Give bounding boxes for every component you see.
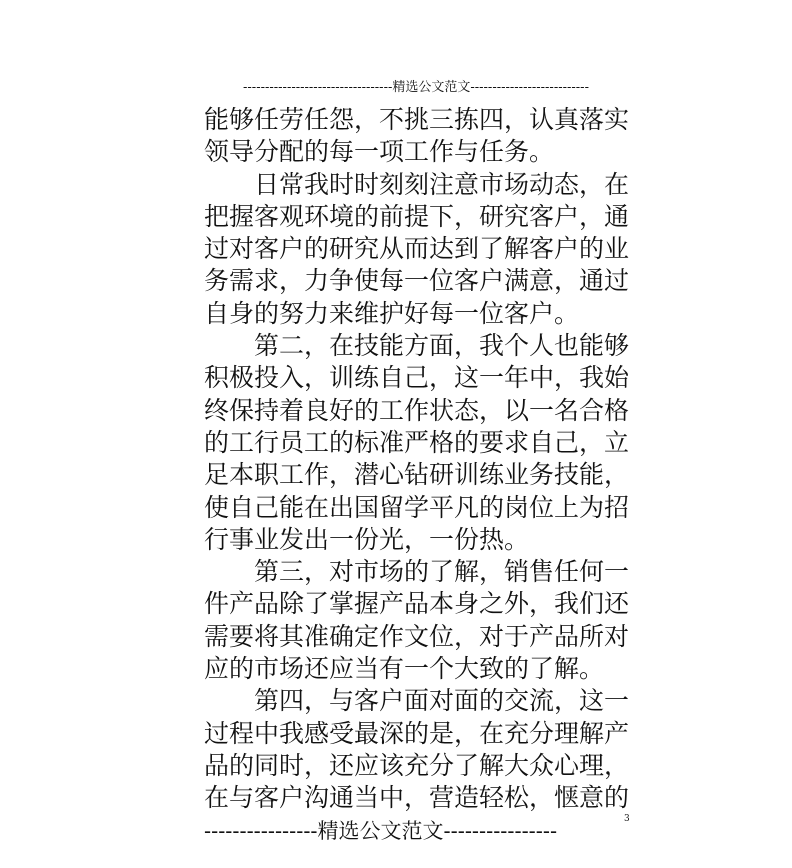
text-line-8: 第二，在技能方面，我个人也能够	[204, 331, 630, 361]
text-line-16: 件产品除了掌握产品本身之外，我们还	[204, 589, 630, 619]
text-line-9: 积极投入，训练自己，这一年中，我始	[204, 363, 630, 393]
text-line-2: 领导分配的每一项工作与任务。	[204, 137, 555, 167]
text-line-6: 务需求，力争使每一位客户满意，通过	[204, 266, 630, 296]
text-line-17: 需要将其准确定作文位，对于产品所对	[204, 621, 630, 651]
text-line-20: 过程中我感受最深的是，在充分理解产	[204, 718, 630, 748]
text-line-10: 终保持着良好的工作状态，以一名合格	[204, 395, 630, 425]
text-line-7: 自身的努力来维护好每一位客户。	[204, 298, 580, 328]
page-footer: ----------------精选公文范文----------------	[204, 819, 558, 843]
text-line-4: 把握客观环境的前提下，研究客户，通	[204, 201, 630, 231]
text-line-12: 足本职工作，潜心钻研训练业务技能，	[204, 460, 630, 490]
text-line-5: 过对客户的研究从而达到了解客户的业	[204, 234, 630, 264]
page-number: 3	[624, 814, 630, 824]
body-text	[204, 104, 632, 815]
text-line-19: 第四，与客户面对面的交流，这一	[204, 686, 630, 716]
text-line-21: 品的同时，还应该充分了解大众心理，	[204, 750, 630, 780]
text-line-18: 应的市场还应当有一个大致的了解。	[204, 654, 605, 684]
text-line-3: 日常我时时刻刻注意市场动态，在	[204, 169, 630, 199]
text-line-11: 的工行员工的标准严格的要求自己，立	[204, 427, 630, 457]
text-line-14: 行事业发出一份光，一份热。	[204, 524, 530, 554]
text-line-22: 在与客户沟通当中，营造轻松，惬意的	[204, 783, 630, 813]
page-header: ----------------------------------精选公文范文---------------------------	[243, 80, 589, 95]
text-line-13: 使自己能在出国留学平凡的岗位上为招	[204, 492, 630, 522]
text-line-1: 能够任劳任怨，不挑三拣四，认真落实	[204, 105, 630, 134]
text-line-15: 第三，对市场的了解，销售任何一	[204, 557, 630, 587]
